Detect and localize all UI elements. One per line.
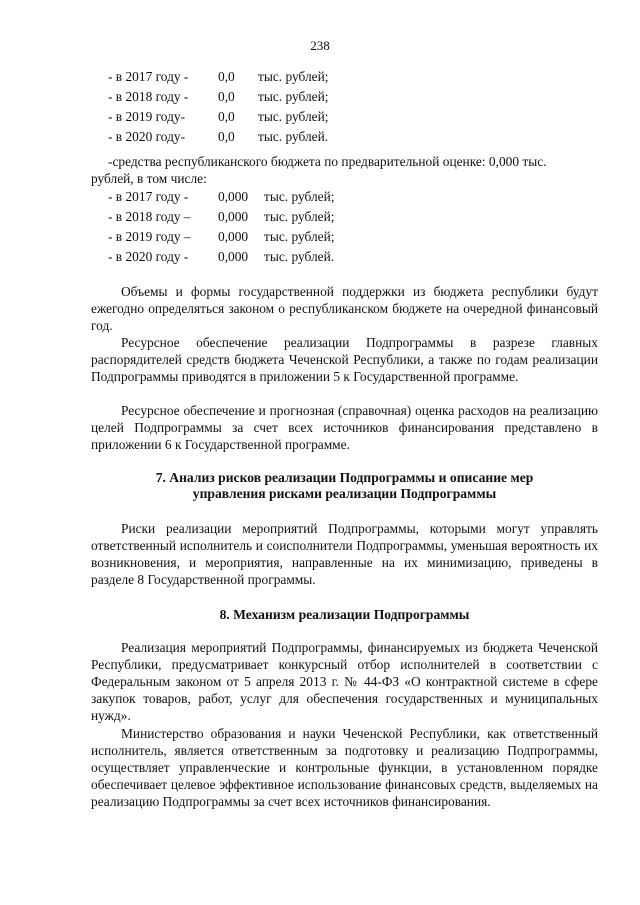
list1-row: - в 2020 году- 0,0 тыс. рублей. bbox=[108, 129, 329, 144]
paragraph: Ресурсное обеспечение и прогнозная (справочная) оценка расходов на реализацию целей Подпрограммы за счет всех источников финансирования представлено в приложении 6 к Государственной программе. bbox=[91, 403, 598, 452]
republic-budget-line: -средства республиканского бюджета по предварительной оценке: 0,000 тыс. bbox=[108, 154, 547, 169]
list2-row: - в 2018 году – 0,000 тыс. рублей; bbox=[108, 209, 335, 224]
list2-row: - в 2019 году – 0,000 тыс. рублей; bbox=[108, 229, 335, 244]
list1-row: - в 2018 году - 0,0 тыс. рублей; bbox=[108, 89, 329, 104]
page-number: 238 bbox=[310, 38, 330, 53]
paragraph: Ресурсное обеспечение реализации Подпрограммы в разрезе главных распорядителей средств бюджета Чеченской Республики, а также по годам реализации Подпрограммы приводятся в приложении 5 к Государственной программе. bbox=[91, 335, 598, 384]
paragraph: Министерство образования и науки Чеченской Республики, как ответственный исполнитель, является ответственным за подготовку и реализацию Подпрограммы, осуществляет управленческие и контрольные функции, в установленном порядке обеспечивает целевое эффективное использование финансовых средств, выделяемых на реализацию Подпрограммы за счет всех источников финансирования. bbox=[91, 726, 598, 809]
section-heading: 7. Анализ рисков реализации Подпрограммы и описание мер управления рисками реализации Подпрограммы bbox=[155, 470, 534, 501]
republic-budget-line: рублей, в том числе: bbox=[91, 171, 207, 186]
section-heading: 8. Механизм реализации Подпрограммы bbox=[219, 607, 470, 622]
list1-row: - в 2017 году - 0,0 тыс. рублей; bbox=[108, 69, 329, 84]
list2-row: - в 2020 году - 0,000 тыс. рублей. bbox=[108, 249, 335, 264]
paragraph: Риски реализации мероприятий Подпрограммы, которыми могут управлять ответственный исполнитель и соисполнители Подпрограммы, уменьшая вероятность их возникновения, и мероприятия, направленные на их минимизацию, приведены в разделе 8 Государственной программы. bbox=[91, 521, 598, 587]
list1-row: - в 2019 году- 0,0 тыс. рублей; bbox=[108, 109, 329, 124]
paragraph: Объемы и формы государственной поддержки из бюджета республики будут ежегодно определяться законом о республиканском бюджете на очередной финансовый год. bbox=[91, 284, 598, 333]
paragraph: Реализация мероприятий Подпрограммы, финансируемых из бюджета Чеченской Республики, предусматривает конкурсный отбор исполнителей в соответствии с Федеральным законом от 5 апреля 2013 г. № 44-ФЗ «О контрактной системе в сфере закупок товаров, работ, услуг для обеспечения государственных и муниципальных нужд». bbox=[91, 640, 598, 723]
list2-row: - в 2017 году - 0,000 тыс. рублей; bbox=[108, 189, 335, 204]
